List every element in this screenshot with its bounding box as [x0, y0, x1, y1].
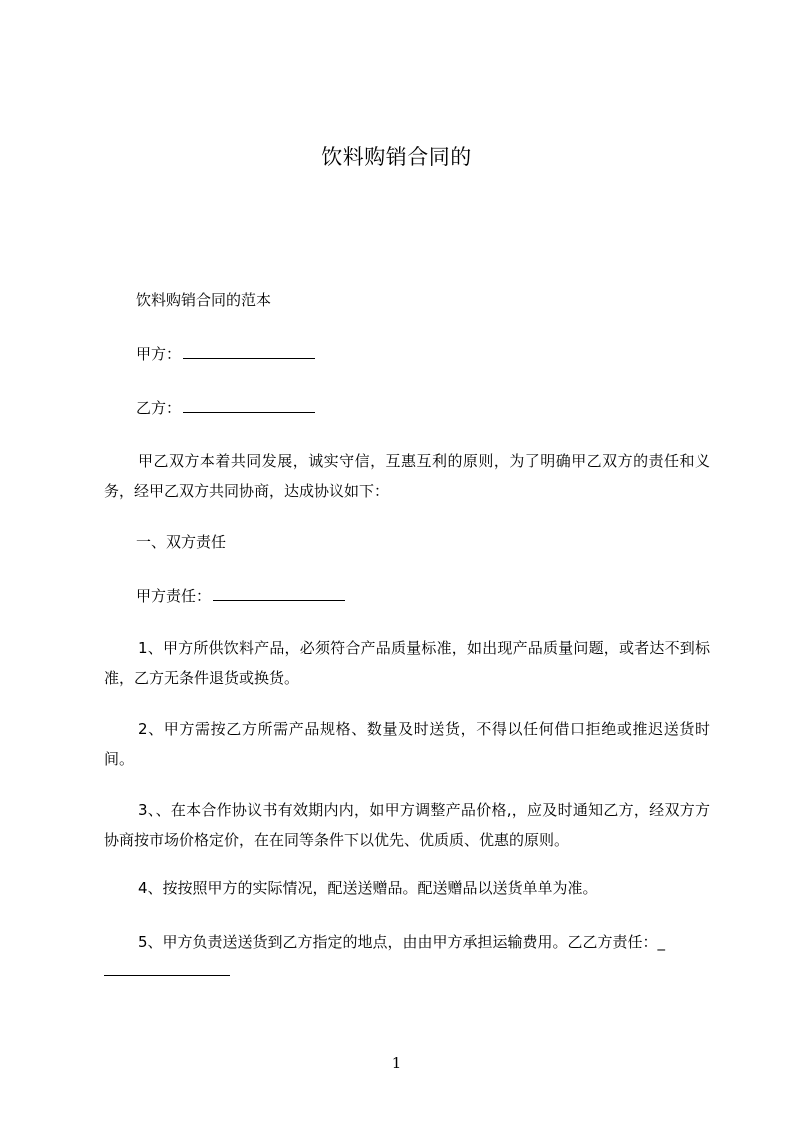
clause-2: 2、甲方需按乙方所需产品规格、数量及时送货，不得以任何借口拒绝或推迟送货时间。 — [104, 720, 710, 768]
party-b-label: 乙方： — [136, 399, 182, 417]
party-a-label: 甲方： — [136, 345, 182, 363]
page-number: 1 — [391, 1054, 402, 1072]
party-a-blank — [183, 344, 315, 359]
clause-5: 5、甲方负责送送货到乙方指定的地点，由由甲方承担运输费用。乙乙方责任：_ — [138, 933, 666, 951]
intro-paragraph: 甲乙双方本着共同发展，诚实守信，互惠互利的原则，为了明确甲乙双方的责任和义务，经甲乙双方共同协商，达成协议如下： — [104, 452, 710, 500]
party-b-blank — [183, 398, 315, 413]
party-b-duty-blank — [104, 961, 230, 976]
party-a-duty-blank — [213, 586, 345, 601]
clause-1: 1、甲方所供饮料产品，必须符合产品质量标准，如出现产品质量问题，或者达不到标准，乙方无条件退货或换货。 — [104, 639, 710, 687]
section-heading: 一、双方责任 — [136, 533, 227, 551]
clause-3: 3、、在本合作协议书有效期内内，如甲方调整产品价格,，应及时通知乙方，经双方方协商按市场价格定价，在在同等条件下以优先、优质质、优惠的原则。 — [104, 801, 710, 849]
clause-4: 4、按按照甲方的实际情况，配送送赠品。配送赠品以送货单单为准。 — [138, 879, 598, 897]
party-b-line — [104, 397, 740, 419]
document-subtitle: 饮料购销合同的范本 — [136, 291, 272, 309]
party-a-duty-line — [104, 585, 740, 607]
clause-5-blank-line — [104, 960, 708, 982]
party-a-line — [104, 343, 740, 365]
document-title: 饮料购销合同的 — [321, 145, 472, 169]
party-a-duty-label: 甲方责任： — [136, 587, 212, 605]
